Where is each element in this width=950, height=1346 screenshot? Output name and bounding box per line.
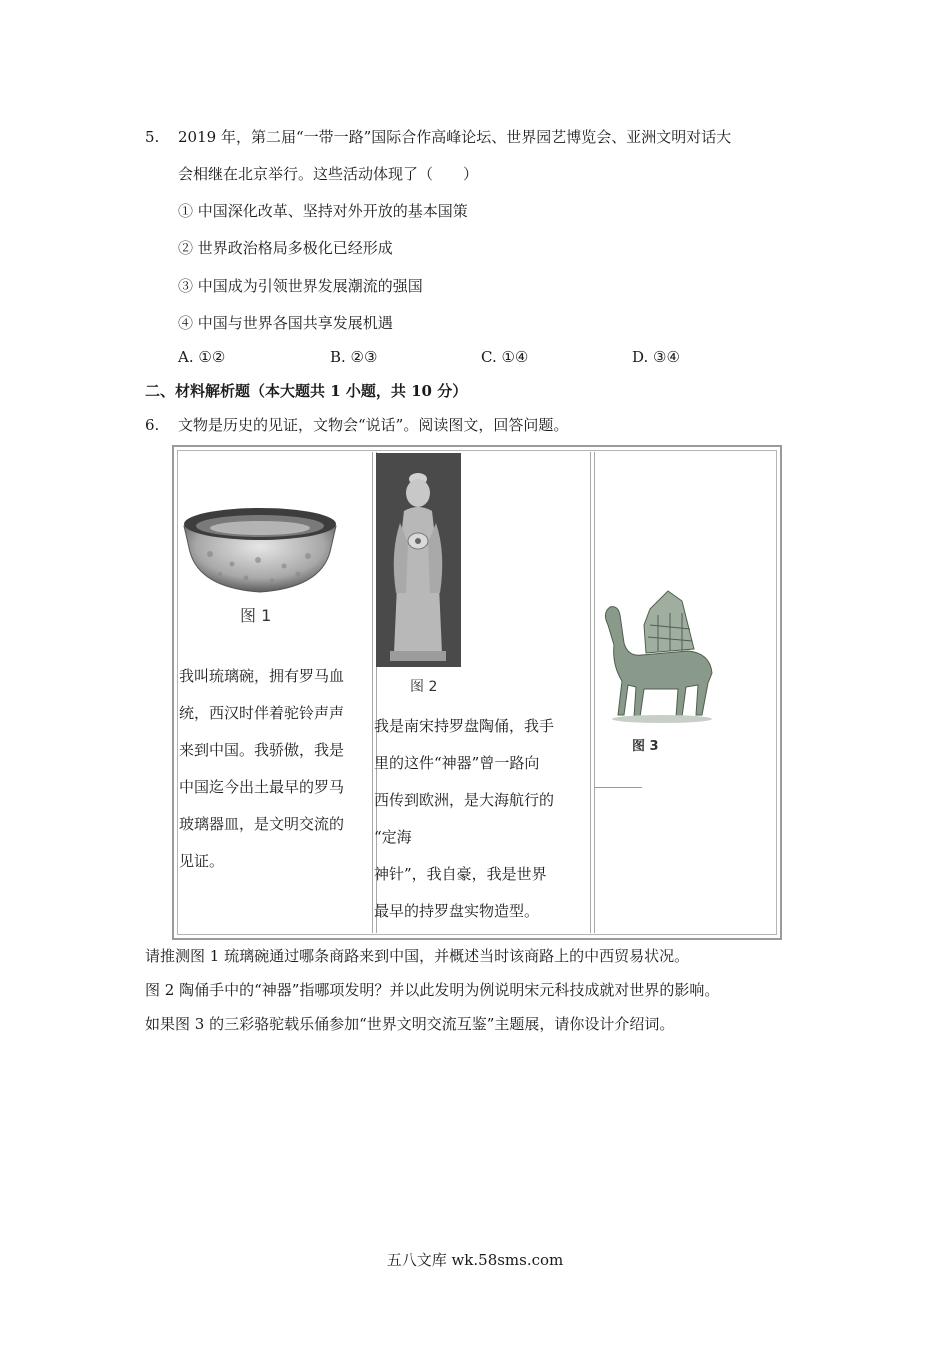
q6-subquestion-3: 如果图 3 的三彩骆驼载乐俑参加“世界文明交流互鉴”主题展，请你设计介绍词。 <box>145 1015 675 1033</box>
fig2-text-line: 我是南宋持罗盘陶俑，我手 <box>374 717 555 735</box>
q5-option-a: A. ①② <box>178 348 226 366</box>
glass-bowl-image <box>180 502 340 596</box>
fig2-text-line: 神针”，我自豪，我是世界 <box>374 865 547 883</box>
q5-stem-line1: 2019 年，第二届“一带一路”国际合作高峰论坛、世界园艺博览会、亚洲文明对话大 <box>178 128 732 146</box>
footer-watermark: 五八文库 wk.58sms.com <box>386 1251 564 1269</box>
cell-rule <box>594 787 642 788</box>
section-title: 二、材料解析题（本大题共 1 小题，共 10 分） <box>145 382 468 400</box>
figure-1-caption: 图 1 <box>240 606 272 625</box>
q5-number: 5. <box>145 128 160 146</box>
fig1-text-line: 见证。 <box>179 852 225 870</box>
q5-option-d: D. ③④ <box>632 348 680 366</box>
fig2-text-line: 最早的持罗盘实物造型。 <box>374 902 540 920</box>
q5-statement-3: ③ 中国成为引领世界发展潮流的强国 <box>178 277 423 295</box>
figure-2-caption: 图 2 <box>410 679 438 695</box>
q5-option-c: C. ①④ <box>481 348 529 366</box>
q6-subquestion-2: 图 2 陶俑手中的“神器”指哪项发明？并以此发明为例说明宋元科技成就对世界的影响。 <box>145 981 720 999</box>
q6-subquestion-1: 请推测图 1 琉璃碗通过哪条商路来到中国，并概述当时该商路上的中西贸易状况。 <box>145 947 690 965</box>
fig1-text-line: 来到中国。我骄傲，我是 <box>179 741 345 759</box>
camel-figurine-image <box>598 585 718 725</box>
fig2-text-line: “定海 <box>374 828 412 846</box>
fig2-text-line: 西传到欧洲，是大海航行的 <box>374 791 555 809</box>
q6-intro: 文物是历史的见证，文物会“说话”。阅读图文，回答问题。 <box>178 416 569 434</box>
q5-stem-line2: 会相继在北京举行。这些活动体现了（ ） <box>178 165 479 183</box>
column-divider-2b <box>594 452 595 933</box>
fig1-text-line: 中国迄今出土最早的罗马 <box>179 778 345 796</box>
q6-number: 6. <box>145 416 160 434</box>
fig1-text-line: 我叫琉璃碗，拥有罗马血 <box>179 667 345 685</box>
fig1-text-line: 统，西汉时伴着驼铃声声 <box>179 704 345 722</box>
column-divider-1 <box>372 452 373 933</box>
q5-statement-1: ① 中国深化改革、坚持对外开放的基本国策 <box>178 202 468 220</box>
fig1-text-line: 玻璃器皿，是文明交流的 <box>179 815 345 833</box>
q5-statement-4: ④ 中国与世界各国共享发展机遇 <box>178 314 393 332</box>
fig2-text-line: 里的这件“神器”曾一路向 <box>374 754 540 772</box>
figure-3-caption: 图 3 <box>632 739 659 754</box>
q5-statement-2: ② 世界政治格局多极化已经形成 <box>178 239 393 257</box>
column-divider-2 <box>590 452 591 933</box>
q5-option-b: B. ②③ <box>330 348 378 366</box>
compass-figurine-image <box>376 453 461 667</box>
